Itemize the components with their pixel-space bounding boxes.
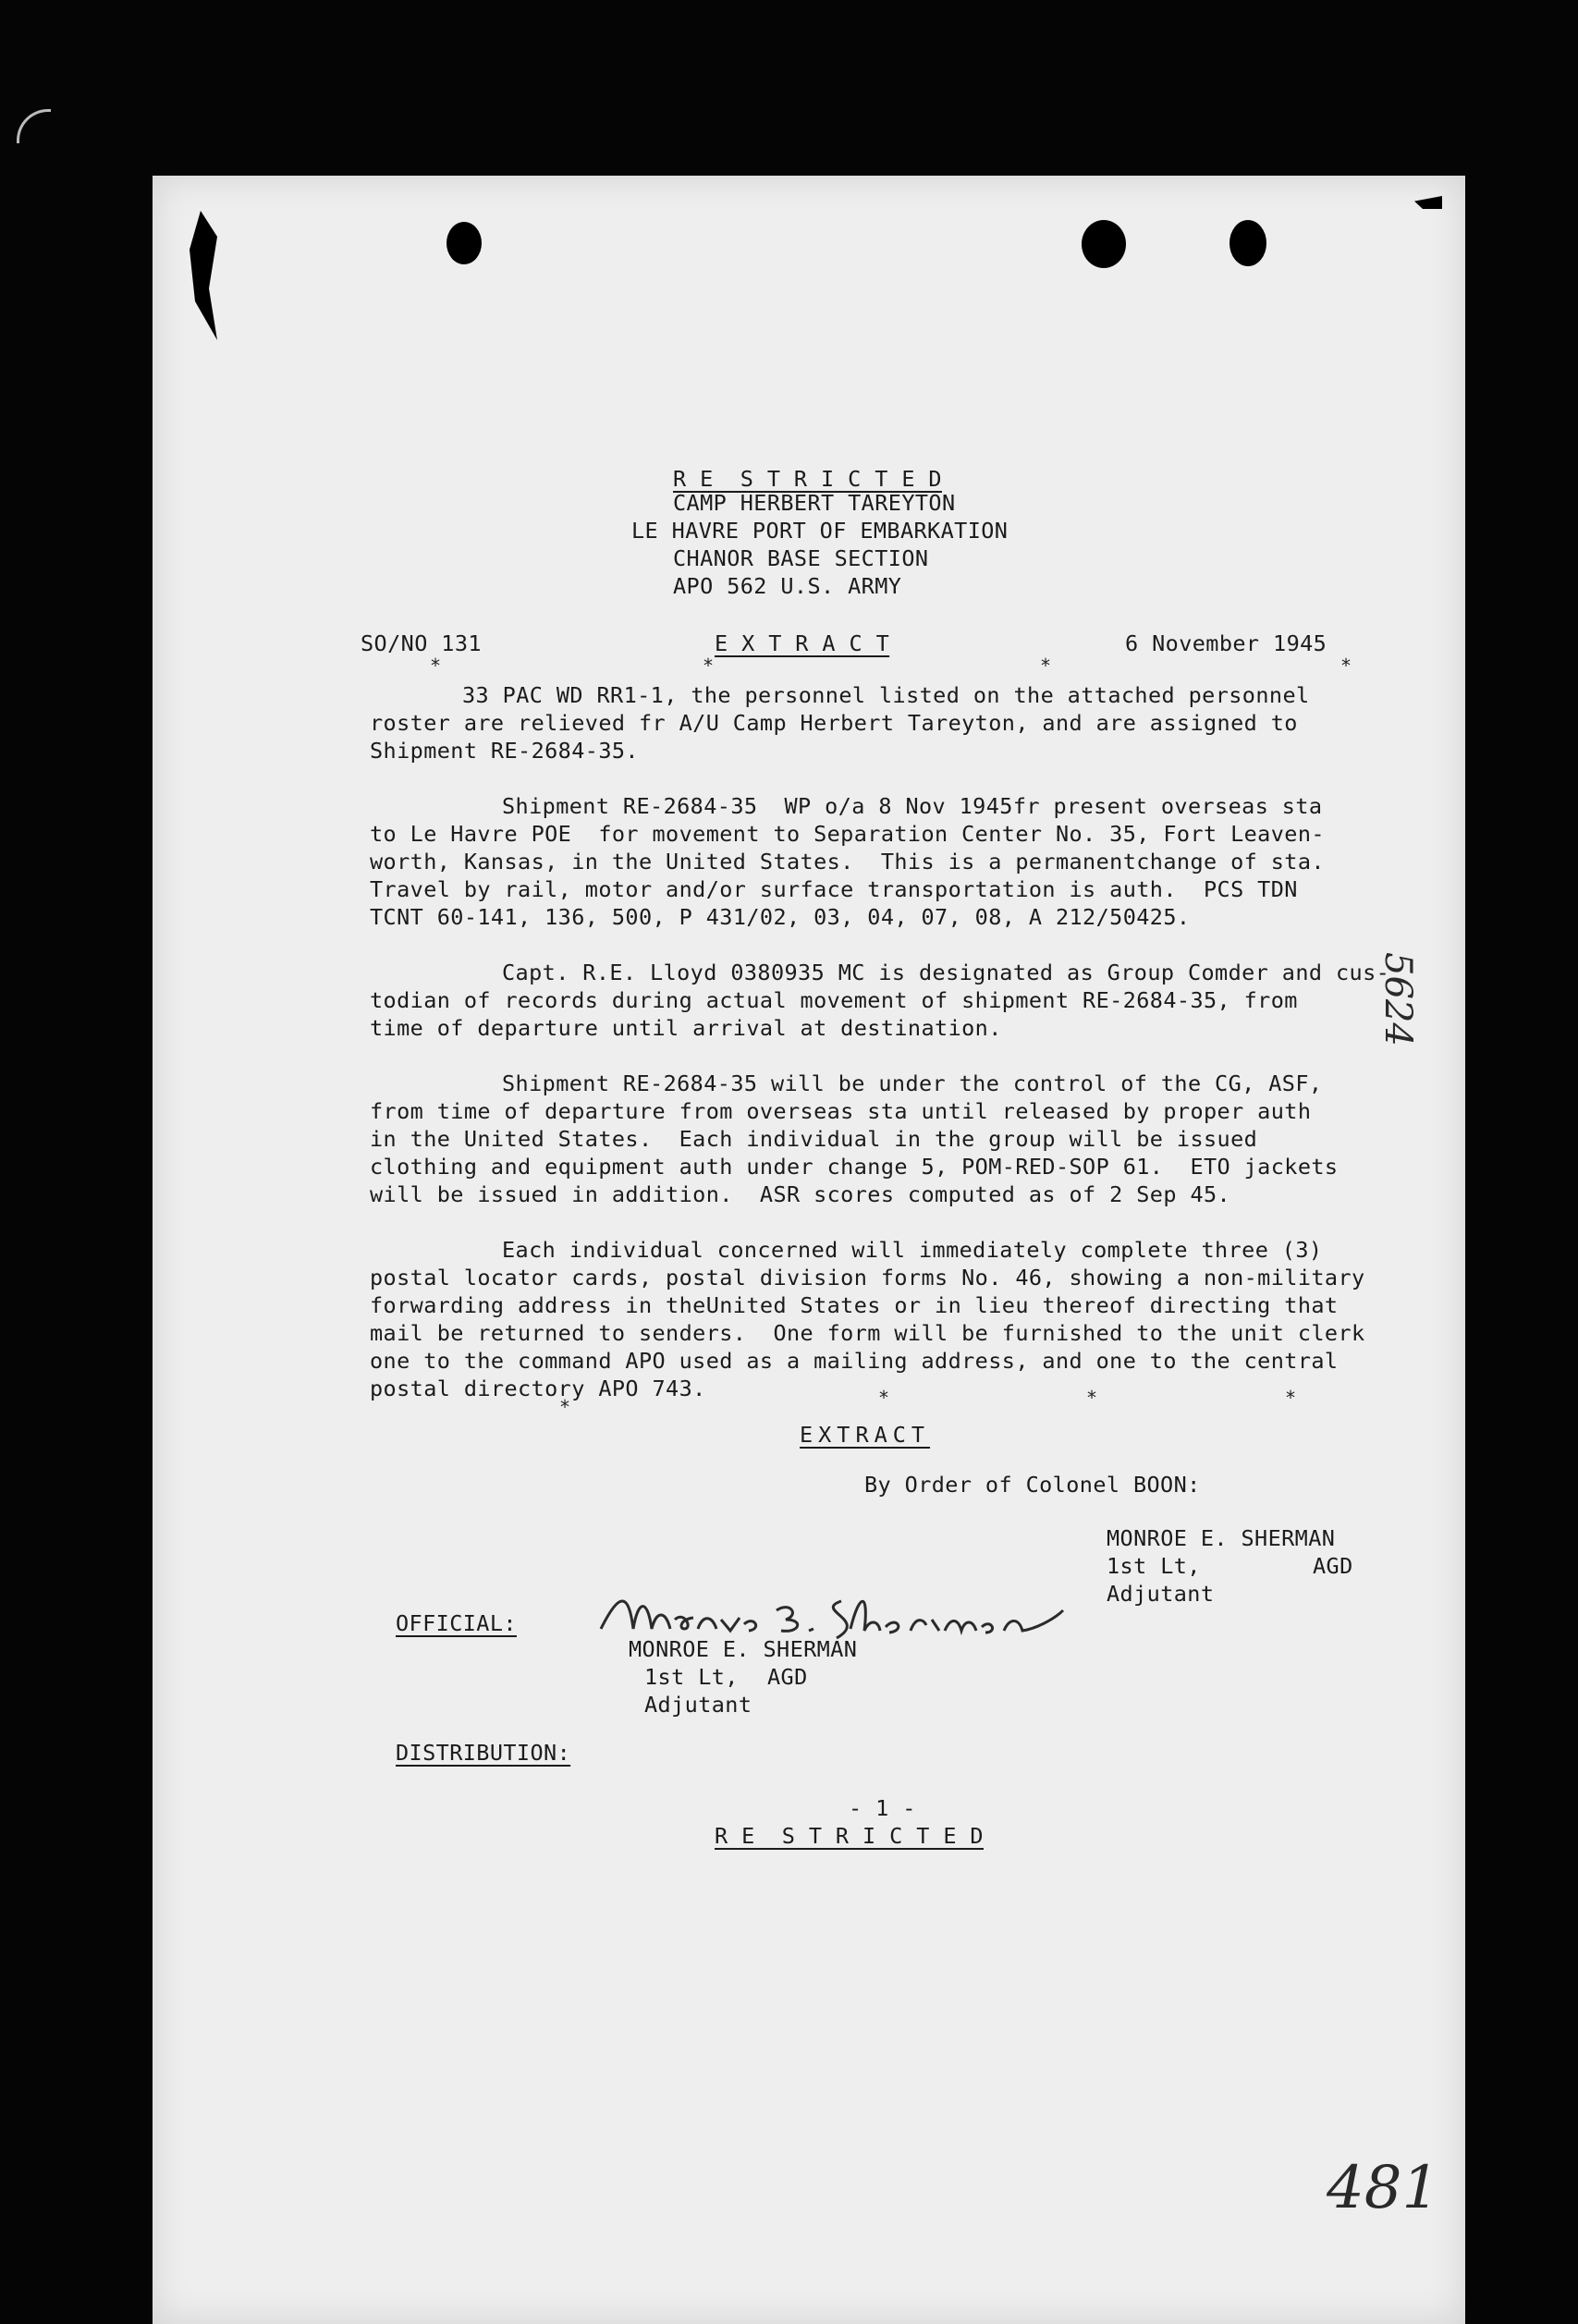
control-paragraph-line: clothing and equipment auth under change 5, POM-RED-SOP 61. ETO jackets: [370, 1154, 1339, 1180]
postal-paragraph-line: postal directory APO 743.: [370, 1376, 706, 1401]
torn-edge: [190, 211, 217, 340]
official-rank: 1st Lt,: [644, 1664, 739, 1690]
official-title: Adjutant: [644, 1692, 752, 1718]
control-paragraph-line: will be issued in addition. ASR scores computed as of 2 Sep 45.: [370, 1181, 1231, 1207]
control-paragraph-line: from time of departure from overseas sta until released by proper auth: [370, 1098, 1312, 1124]
paragraph-33-line: roster are relieved fr A/U Camp Herbert Tareyton, and are assigned to: [370, 710, 1298, 736]
postal-paragraph-line: mail be returned to senders. One form will be furnished to the unit clerk: [370, 1320, 1365, 1346]
asterisk-mark: *: [878, 1387, 890, 1409]
asterisk-mark: *: [1340, 654, 1352, 677]
asterisk-mark: *: [1086, 1387, 1098, 1409]
postal-paragraph-line: postal locator cards, postal division forms No. 46, showing a non-military: [370, 1265, 1365, 1290]
section-name: CHANOR BASE SECTION: [673, 545, 929, 571]
asterisk-mark: *: [703, 654, 715, 677]
port-name: LE HAVRE PORT OF EMBARKATION: [631, 518, 1009, 544]
movement-paragraph-line: TCNT 60-141, 136, 500, P 431/02, 03, 04, 07, 08, A 212/50425.: [370, 904, 1191, 930]
extract-footer: EXTRACT: [800, 1422, 931, 1448]
postal-paragraph-line: one to the command APO used as a mailing address, and one to the central: [370, 1348, 1339, 1374]
official-label: OFFICIAL:: [396, 1610, 517, 1636]
commander-paragraph-line: time of departure until arrival at destination.: [370, 1015, 1002, 1041]
extract-title: E X T R A C T: [715, 630, 890, 656]
signer-rank: 1st Lt,: [1107, 1553, 1201, 1579]
control-paragraph-line: Shipment RE-2684-35 will be under the control of the CG, ASF,: [502, 1070, 1323, 1096]
page-number: - 1 -: [849, 1795, 916, 1821]
asterisk-mark: *: [559, 1396, 571, 1418]
signer-branch: AGD: [1313, 1553, 1353, 1579]
commander-paragraph-line: todian of records during actual movement of shipment RE-2684-35, from: [370, 987, 1298, 1013]
official-branch: AGD: [767, 1664, 808, 1690]
postal-paragraph-line: forwarding address in theUnited States or in lieu thereof directing that: [370, 1292, 1339, 1318]
document-page: [153, 176, 1465, 2324]
asterisk-mark: *: [430, 654, 442, 677]
signer-name: MONROE E. SHERMAN: [1107, 1525, 1336, 1551]
torn-edge: [1414, 196, 1442, 209]
special-order-number: SO/NO 131: [361, 630, 482, 656]
paragraph-33-line: Shipment RE-2684-35.: [370, 738, 639, 764]
postal-paragraph-line: Each individual concerned will immediately complete three (3): [502, 1237, 1323, 1263]
punch-hole: [1229, 220, 1266, 266]
asterisk-mark: *: [1285, 1387, 1297, 1409]
movement-paragraph-line: Travel by rail, motor and/or surface transportation is auth. PCS TDN: [370, 876, 1298, 902]
punch-hole: [1082, 220, 1126, 268]
apo-line: APO 562 U.S. ARMY: [673, 573, 902, 599]
handwritten-signature: [592, 1573, 1072, 1675]
camp-name: CAMP HERBERT TAREYTON: [673, 490, 956, 516]
commander-paragraph-line: Capt. R.E. Lloyd 0380935 MC is designated as Group Comder and cus-: [502, 960, 1390, 985]
punch-hole: [446, 222, 482, 264]
movement-paragraph-line: worth, Kansas, in the United States. This is a permanentchange of sta.: [370, 849, 1325, 875]
movement-paragraph-line: to Le Havre POE for movement to Separation Center No. 35, Fort Leaven-: [370, 821, 1325, 847]
order-by-line: By Order of Colonel BOON:: [864, 1472, 1201, 1498]
margin-note: 5624: [1376, 952, 1419, 1046]
distribution-label: DISTRIBUTION:: [396, 1740, 571, 1766]
handwritten-page-number: 481: [1327, 2154, 1440, 2222]
paragraph-33-line: 33 PAC WD RR1-1, the personnel listed on the attached personnel: [462, 682, 1310, 708]
restricted-heading: R E S T R I C T E D: [673, 466, 942, 492]
asterisk-mark: *: [1040, 654, 1052, 677]
official-name: MONROE E. SHERMAN: [629, 1636, 858, 1662]
control-paragraph-line: in the United States. Each individual in the group will be issued: [370, 1126, 1258, 1152]
movement-paragraph-line: Shipment RE-2684-35 WP o/a 8 Nov 1945fr present overseas sta: [502, 793, 1323, 819]
signer-title: Adjutant: [1107, 1581, 1215, 1607]
order-date: 6 November 1945: [1125, 630, 1327, 656]
restricted-footer: R E S T R I C T E D: [715, 1823, 984, 1849]
